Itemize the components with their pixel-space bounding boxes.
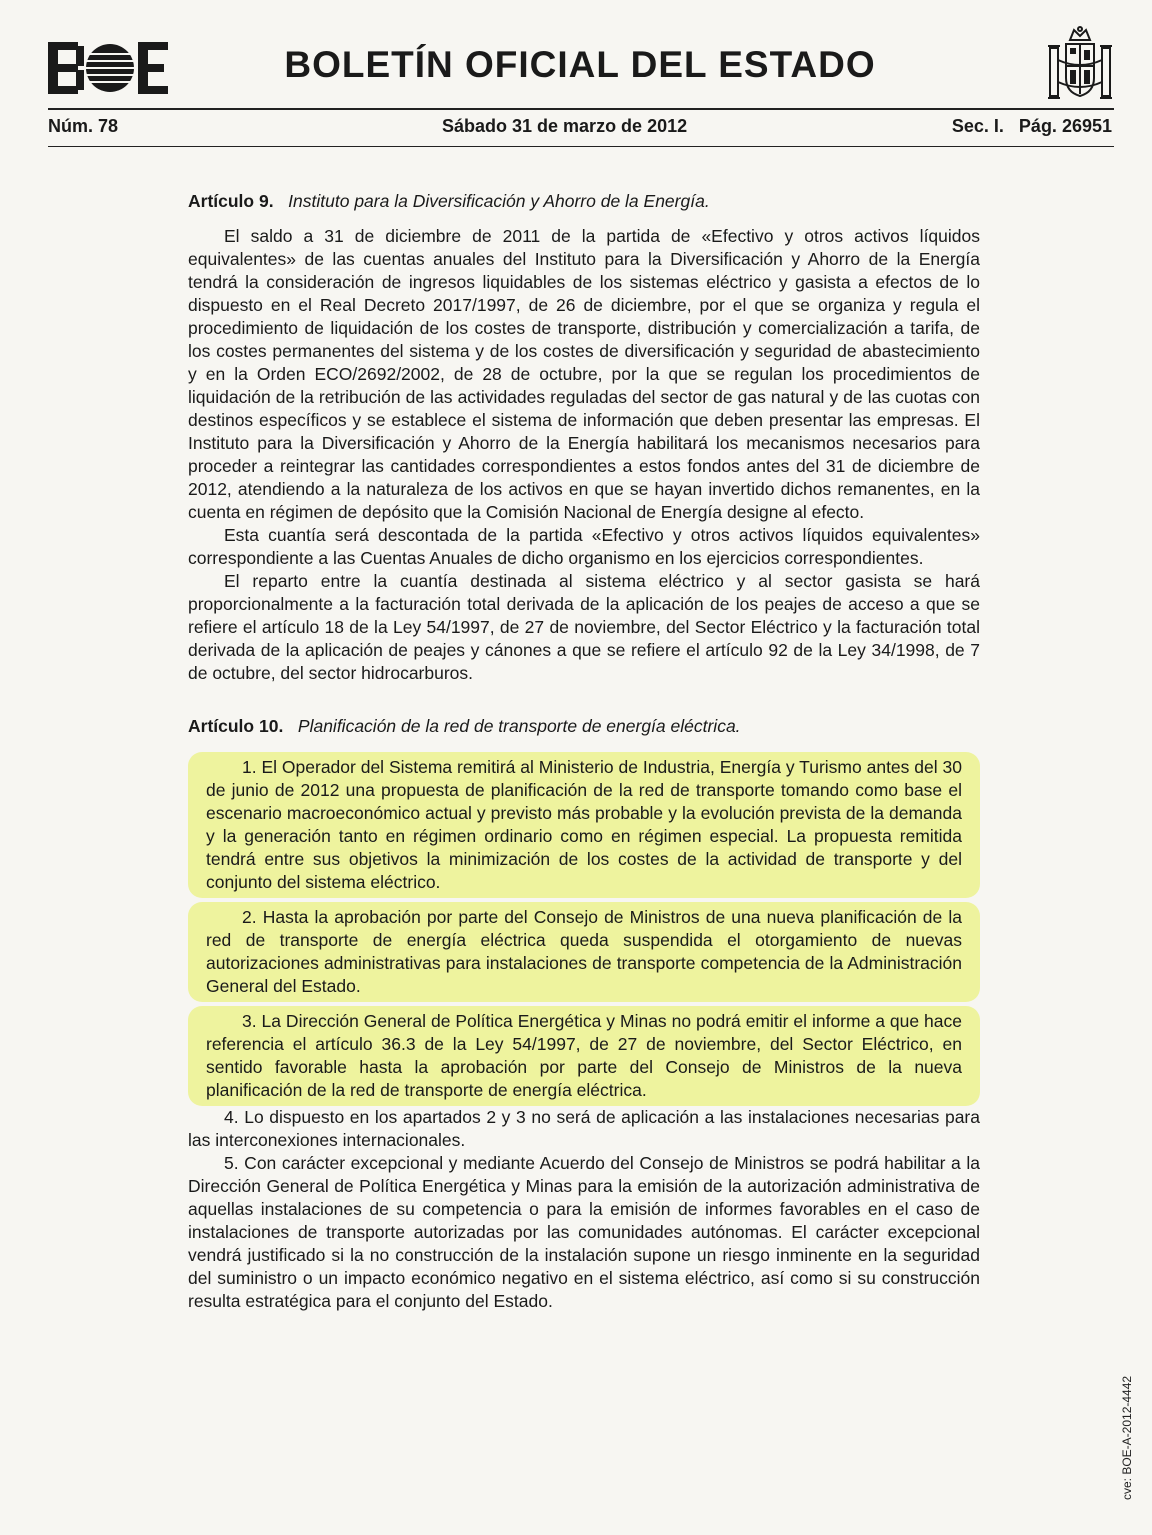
article-number: Artículo 9. [188,191,274,211]
boe-logo-icon [48,40,168,96]
section-page: Sec. I. Pág. 26951 [951,116,1112,136]
highlighted-paragraph: 1. El Operador del Sistema remitirá al Ministerio de Industria, Energía y Turismo antes del 30 de junio de 2012 una propuesta de planificación de la red de transporte tomando como base el escenario macroeconómico actual y previsto más probable y la evolución prevista de la demanda y la generación tanto en régimen ordinario como en régimen especial. La propuesta remitida tendrá entre sus objetivos la minimización de los costes de la actividad de transporte y del conjunto del sistema eléctrico. [188,752,980,898]
highlighted-paragraph: 2. Hasta la aprobación por parte del Consejo de Ministros de una nueva planificación de la red de transporte de energía eléctrica queda suspendida el otorgamiento de nuevas autorizaciones administrativas para instalaciones de transporte competencia de la Administración General del Estado. [188,902,980,1002]
article-9 [188,190,980,685]
paragraph: 4. Lo dispuesto en los apartados 2 y 3 no será de aplicación a las instalaciones necesarias para las interconexiones internacionales. [188,1107,980,1150]
paragraph: Esta cuantía será descontada de la partida «Efectivo y otros activos líquidos equivalentes» correspondiente a las Cuentas Anuales de dicho organismo en los ejercicios correspondientes. [188,525,980,568]
article-heading [188,715,980,738]
article-10 [188,715,980,1313]
issue-date: Sábado 31 de marzo de 2012 [442,116,688,136]
paragraph: El saldo a 31 de diciembre de 2011 de la partida de «Efectivo y otros activos líquidos equivalentes» de las cuentas anuales del Instituto para la Diversificación y Ahorro de la Energía tendrá la consideración de ingresos liquidables de los sistemas eléctrico y gasista a efectos de lo dispuesto en el Real Decreto 2017/1997, de 26 de diciembre, por el que se organiza y regula el procedimiento de liquidación de los costes de transporte, distribución y comercialización a tarifa, de los costes permanentes del sistema y de los costes de diversificación y seguridad de abastecimiento y en la Orden ECO/2692/2002, de 28 de octubre, por la que se regulan los procedimientos de liquidación de la retribución de las actividades reguladas del sector de gas natural y de las cuotas con destinos específicos y se establece el sistema de información que deben presentar las empresas. El Instituto para la Diversificación y Ahorro de la Energía habilitará los mecanismos necesarios para proceder a reintegrar las cantidades correspondientes a estos fondos antes del 31 de diciembre de 2012, atendiendo a la naturaleza de los activos en que se hayan invertido dichos remanentes, en la cuenta en régimen de depósito que la Comisión Nacional de Energía designe al efecto. [188,226,980,522]
cve-code: cve: BOE-A-2012-4442 [1120,1375,1134,1500]
highlighted-section [188,752,980,1106]
spain-coat-of-arms-icon [1046,26,1114,106]
article-title: Instituto para la Diversificación y Ahorro de la Energía. [288,191,710,211]
header-rule-top [48,108,1114,110]
article-number: Artículo 10. [188,716,284,736]
paragraph: El reparto entre la cuantía destinada al sistema eléctrico y al sector gasista se hará proporcionalmente a la facturación total derivada de la aplicación de los peajes de acceso a que se refiere el artículo 18 de la Ley 54/1997, de 27 de noviembre, del Sector Eléctrico y la facturación total derivada de la aplicación de peajes y cánones a que se refiere el artículo 92 de la Ley 34/1998, de 7 de octubre, del sector hidrocarburos. [188,571,980,683]
paragraph: 5. Con carácter excepcional y mediante Acuerdo del Consejo de Ministros se podrá habilitar a la Dirección General de Política Energética y Minas para la emisión de la autorización administrativa de aquellas instalaciones de su competencia o para la emisión de informes favorables en el caso de instalaciones de transporte autorizadas por las comunidades autónomas. El carácter excepcional vendrá justificado si la no construcción de la instalación supone un riesgo inminente en la seguridad del suministro o un impacto económico negativo en el sistema eléctrico, así como si su construcción resulta estratégica para el conjunto del Estado. [188,1153,980,1311]
bulletin-title: BOLETÍN OFICIAL DEL ESTADO [284,44,876,85]
article-title: Planificación de la red de transporte de energía eléctrica. [297,716,741,736]
header-rule-bottom [48,146,1114,147]
highlighted-paragraph: 3. La Dirección General de Política Energética y Minas no podrá emitir el informe a que hace referencia el artículo 36.3 de la Ley 54/1997, de 27 de noviembre, del Sector Eléctrico, en sentido favorable hasta la aprobación por parte del Consejo de Ministros de la nueva planificación de la red de transporte de energía eléctrica. [188,1006,980,1106]
document-body [188,190,980,1313]
issue-number: Núm. 78 [48,116,119,136]
article-heading [188,190,980,213]
